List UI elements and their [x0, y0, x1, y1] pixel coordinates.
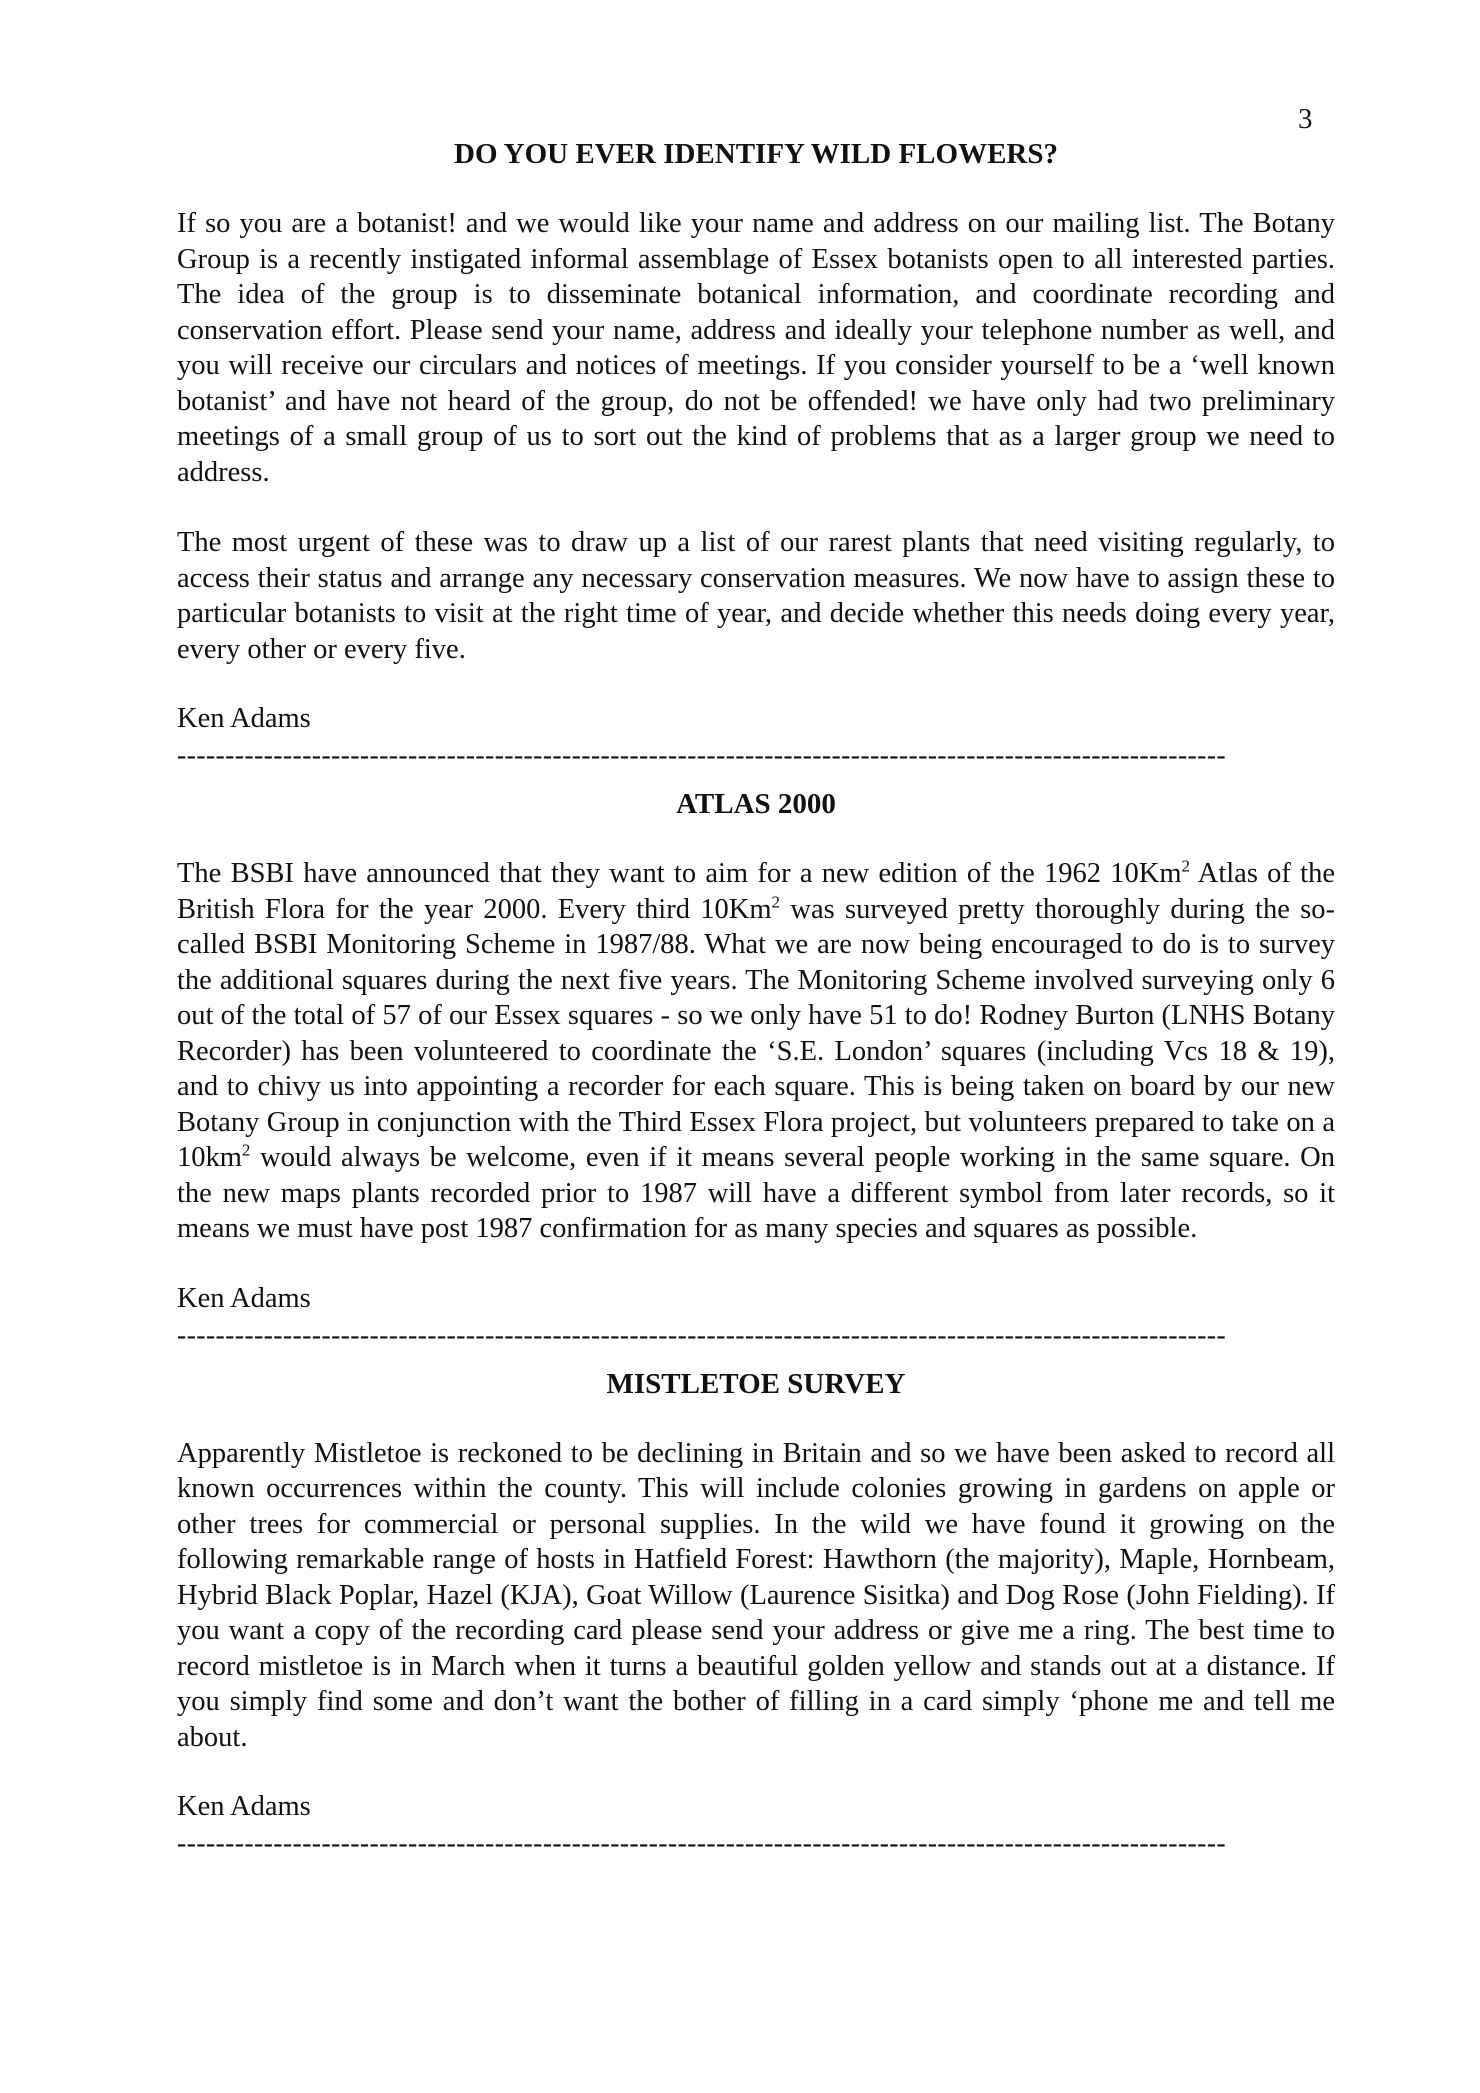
section-divider: ------------------------------------------------------------------------------------------------------------- [177, 741, 1227, 771]
section-divider: ------------------------------------------------------------------------------------------------------------- [177, 1320, 1227, 1351]
section-heading: MISTLETOE SURVEY [606, 1367, 906, 1400]
section-heading: ATLAS 2000 [676, 788, 836, 820]
page-content [177, 128, 1335, 1859]
superscript: 2 [1181, 856, 1191, 876]
paragraph-text: was surveyed pretty thoroughly during the so-called BSBI Monitoring Scheme in 1987/88. What we are now being encouraged to do is to survey the additional squares during the next five years. The Monitoring Scheme involved surveying only 6 out of the total of 57 of our Essex squares - so we only have 51 to do! Rodney Burton (LNHS Botany Recorder) has been volunteered to coordinate the ‘S.E. London’ squares (including Vcs 18 & 19), and to chivy us into appointing a recorder for each square. This is being taken on board by our new Botany Group in conjunction with the Third Essex Flora project, but volunteers prepared to take on a 10km [177, 893, 1335, 1173]
paragraph: The most urgent of these was to draw up a list of our rarest plants that need visiting regularly, to access their status and arrange any necessary conservation measures. We now have to assign these to particular botanists to visit at the right time of year, and decide whether this needs doing every year, every other or every five. [177, 527, 1335, 665]
author-signature: Ken Adams [177, 1282, 311, 1314]
author-signature: Ken Adams [177, 703, 311, 734]
section-wild-flowers [177, 136, 1335, 771]
paragraph-text: Atlas of the British Flora for the year 2000. Every third 10Km [177, 858, 1335, 925]
section-divider: ------------------------------------------------------------------------------------------------------------- [177, 1829, 1227, 1859]
section-atlas-2000 [177, 786, 1335, 1351]
superscript: 2 [241, 1140, 251, 1160]
section-mistletoe-survey [177, 1366, 1335, 1860]
superscript: 2 [771, 892, 781, 911]
paragraph [177, 856, 1335, 1247]
paragraph: If so you are a botanist! and we would like your name and address on our mailing list. The Botany Group is a recently instigated informal assemblage of Essex botanists open to all interested parties. The idea of the group is to disseminate botanical information, and coordinate recording and conservation effort. Please send your name, address and ideally your telephone number as well, and you will receive our circulars and notices of meetings. If you consider yourself to be a ‘well known botanist’ and have not heard of the group, do not be offended! we have only had two preliminary meetings of a small group of us to sort out the kind of problems that as a larger group we need to address. [177, 208, 1335, 488]
paragraph-text: would always be welcome, even if it means several people working in the same square. On the new maps plants recorded prior to 1987 will have a different symbol from later records, so it means we must have post 1987 confirmation for as many species and squares as possible. [177, 1142, 1335, 1244]
author-signature: Ken Adams [177, 1791, 311, 1822]
page-number: 3 [1298, 103, 1313, 135]
section-heading: DO YOU EVER IDENTIFY WILD FLOWERS? [454, 138, 1058, 170]
paragraph-text: The BSBI have announced that they want to aim for a new edition of the 1962 10Km [177, 858, 1182, 889]
paragraph: Apparently Mistletoe is reckoned to be declining in Britain and so we have been asked to record all known occurrences within the county. This will include colonies growing in gardens on apple or other trees for commercial or personal supplies. In the wild we have found it growing on the following remarkable range of hosts in Hatfield Forest: Hawthorn (the majority), Maple, Hornbeam, Hybrid Black Poplar, Hazel (KJA), Goat Willow (Laurence Sisitka) and Dog Rose (John Fielding). If you want a copy of the recording card please send your address or give me a ring. The best time to record mistletoe is in March when it turns a beautiful golden yellow and stands out at a distance. If you simply find some and don’t want the bother of filling in a card simply ‘phone me and tell me about. [177, 1437, 1335, 1753]
